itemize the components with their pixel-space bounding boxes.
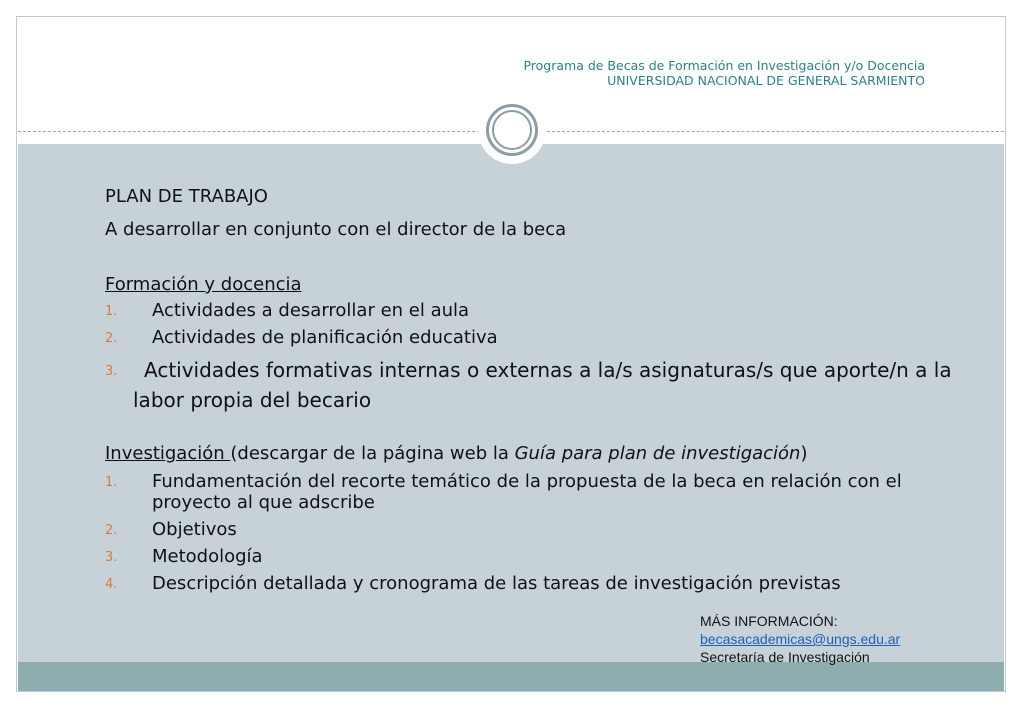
list-item-text: Actividades a desarrollar en el aula	[152, 300, 470, 321]
more-info-block	[700, 612, 900, 666]
list-item	[105, 358, 952, 414]
list-number: 3.	[105, 364, 118, 379]
list-item-text: Metodología	[152, 546, 263, 567]
contact-email-link[interactable]: becasacademicas@ungs.edu.ar	[700, 631, 901, 647]
investigacion-heading	[105, 443, 808, 464]
list-item-text: Actividades de planificación educativa	[152, 327, 498, 348]
list-item-text-line1: Fundamentación del recorte temático de la propuesta de la beca en relación con el	[152, 471, 902, 492]
list-item	[105, 573, 935, 597]
list-number: 1.	[105, 304, 118, 319]
list-item	[105, 327, 935, 351]
list-item-text: Objetivos	[152, 519, 237, 540]
investigacion-note-close: )	[800, 443, 808, 464]
office-name: Secretaría de Investigación	[700, 649, 870, 665]
list-item	[105, 300, 935, 324]
list-number: 2.	[105, 331, 118, 346]
list-item	[105, 546, 935, 570]
list-item	[105, 519, 935, 543]
list-number: 1.	[105, 475, 118, 490]
university-name: UNIVERSIDAD NACIONAL DE GENERAL SARMIENTO	[607, 73, 925, 88]
program-title: Programa de Becas de Formación en Investigación y/o Docencia	[523, 58, 925, 73]
slide-header	[523, 58, 925, 88]
investigacion-note-open: (descargar de la página web la	[230, 443, 515, 464]
guia-title: Guía para plan de investigación	[514, 443, 801, 464]
more-info-label: MÁS INFORMACIÓN:	[700, 613, 838, 629]
investigacion-heading-text: Investigación	[105, 443, 231, 464]
formacion-heading	[105, 274, 302, 295]
list-number: 2.	[105, 523, 118, 538]
footer-band	[18, 662, 1004, 691]
list-item-text: Descripción detallada y cronograma de las tareas de investigación previstas	[152, 573, 841, 594]
list-number: 4.	[105, 577, 118, 592]
circle-ornament-inner	[492, 110, 532, 150]
list-item	[105, 471, 935, 517]
list-item-text-line1: Actividades formativas internas o externas a la/s asignaturas/s que aporte/n a la	[144, 358, 952, 382]
plan-title: PLAN DE TRABAJO	[105, 186, 268, 207]
list-number: 3.	[105, 550, 118, 565]
list-item-text-line2: proyecto al que adscribe	[152, 492, 375, 513]
list-item-text-line2: labor propia del becario	[133, 388, 372, 412]
formacion-heading-text: Formación y docencia	[105, 274, 302, 295]
plan-subtitle: A desarrollar en conjunto con el director de la beca	[105, 219, 567, 240]
